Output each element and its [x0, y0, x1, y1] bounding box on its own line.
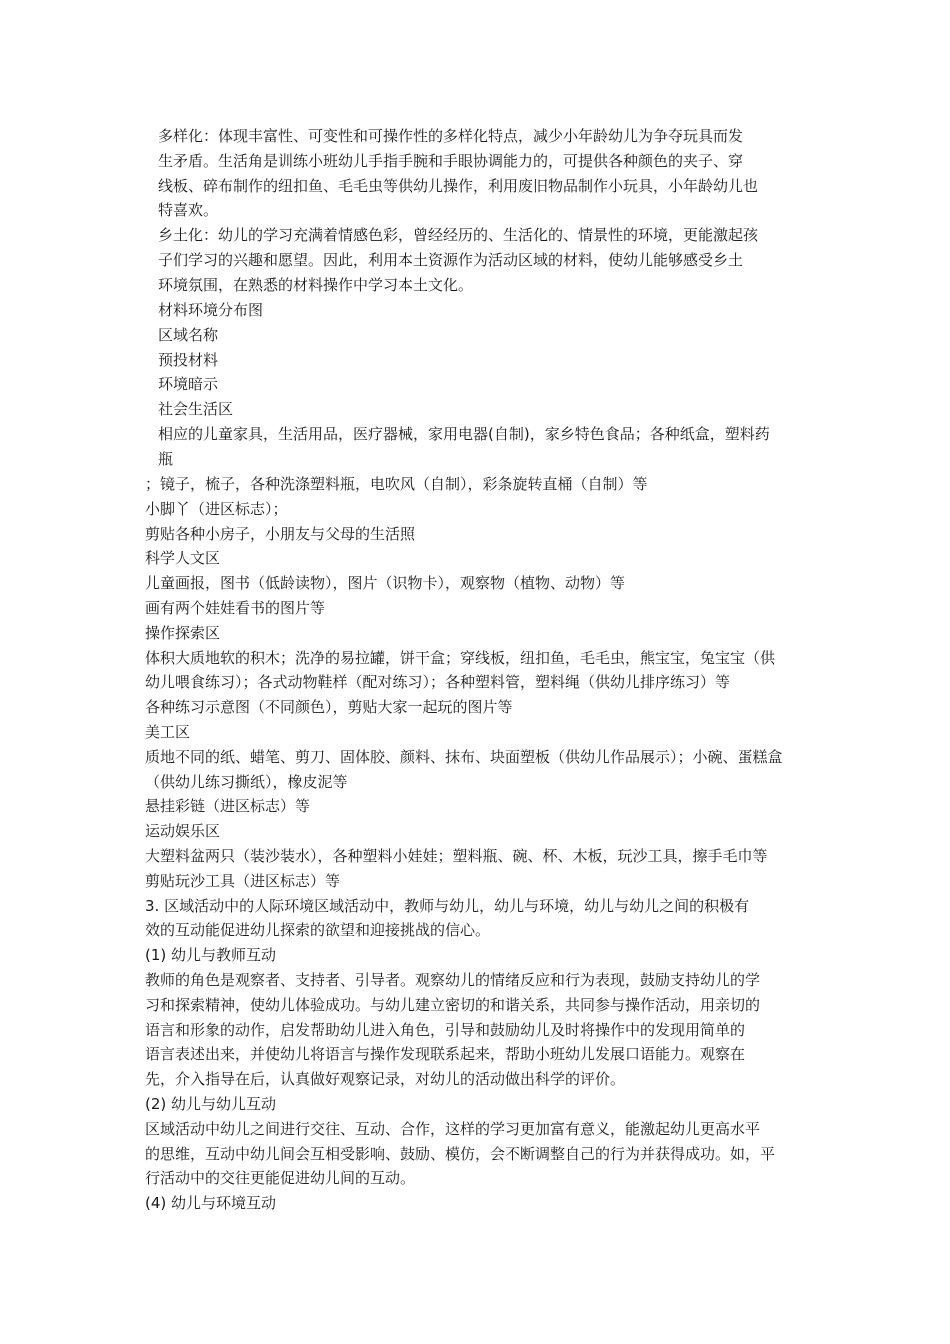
- paragraph-diversify: [158, 124, 818, 223]
- area-heading: 美工区: [145, 722, 191, 741]
- section-heading: 3. 区域活动中的人际环境区域活动中，教师与幼儿，幼儿与环境，幼儿与幼儿之间的积极有: [145, 896, 750, 915]
- text-line: 幼儿喂食练习）；各式动物鞋样（配对练习）；各种塑料管，塑料绳（供幼儿排序练习）等: [145, 673, 731, 692]
- subsection-heading: (1) 幼儿与教师互动: [145, 946, 277, 965]
- text-line: 线板、碎布制作的纽扣鱼、毛毛虫等供幼儿操作，利用废旧物品制作小玩具，小年龄幼儿也: [158, 176, 759, 195]
- text-line: 语言表述出来，并使幼儿将语言与操作发现联系起来，帮助小班幼儿发展口语能力。观察在: [145, 1045, 746, 1064]
- flow-text: [145, 472, 820, 1216]
- text-line: 体积大质地软的积木；洗净的易拉罐，饼干盒；穿线板，纽扣鱼，毛毛虫，熊宝宝，兔宝宝（供: [145, 648, 776, 667]
- text-line: 习和探索精神，使幼儿体验成功。与幼儿建立密切的和谐关系，共同参与操作活动，用亲切的: [145, 995, 761, 1014]
- text-line: 区域活动中幼儿之间进行交往、互动、合作，这样的学习更加富有意义，能激起幼儿更高水平: [145, 1119, 761, 1138]
- table-title: 材料环境分布图: [158, 301, 264, 319]
- header-area-name: 区域名称: [158, 325, 219, 344]
- text-line: （供幼儿练习撕纸），橡皮泥等: [145, 772, 348, 791]
- text-line: 效的互动能促进幼儿探索的欲望和迎接挑战的信心。: [145, 921, 491, 940]
- text-line: 子们学习的兴趣和愿望。因此，利用本土资源作为活动区域的材料，使幼儿能够感受乡土: [158, 250, 744, 269]
- text-line: 小脚丫（进区标志）；: [145, 499, 288, 518]
- text-line: 大塑料盆两只（装沙装水），各种塑料小娃娃；塑料瓶、碗、杯、木板，玩沙工具，擦手毛巾等: [145, 846, 768, 865]
- paragraph-local: [158, 223, 818, 297]
- text-line: 剪贴玩沙工具（进区标志）等: [145, 871, 341, 890]
- text-line: 剪贴各种小房子，小朋友与父母的生活照: [145, 524, 416, 543]
- text-line: ；镜子，梳子，各种洗涤塑料瓶，电吹风（自制），彩条旋转直桶（自制）等: [145, 475, 648, 493]
- text-line: 各种练习示意图（不同颜色），剪贴大家一起玩的图片等: [145, 698, 513, 717]
- material-table-section: [158, 298, 818, 472]
- text-line: 教师的角色是观察者、支持者、引导者。观察幼儿的情绪反应和行为表现，鼓励支持幼儿的学: [145, 970, 761, 989]
- header-materials: 预投材料: [158, 350, 219, 369]
- text-line: 语言和形象的动作，启发帮助幼儿进入角色，引导和鼓励幼儿及时将操作中的发现用简单的: [145, 1020, 746, 1039]
- header-environment-hint: 环境暗示: [158, 375, 219, 394]
- area-heading: 科学人文区: [145, 549, 221, 568]
- text-line: 多样化：体现丰富性、可变性和可操作性的多样化特点，减少小年龄幼儿为争夺玩具而发: [158, 127, 744, 145]
- text-line: 画有两个娃娃看书的图片等: [145, 598, 326, 617]
- text-line: 特喜欢。: [158, 201, 219, 220]
- text-line: 质地不同的纸、蜡笔、剪刀、固体胶、颜料、抹布、块面塑板（供幼儿作品展示）；小碗、蛋糕盒: [145, 747, 783, 766]
- area-heading: 操作探索区: [145, 623, 221, 642]
- text-line: 环境氛围，在熟悉的材料操作中学习本土文化。: [158, 275, 474, 294]
- text-line: 悬挂彩链（进区标志）等: [145, 797, 311, 816]
- subsection-heading: (2) 幼儿与幼儿互动: [145, 1094, 277, 1113]
- text-line: 的思维，互动中幼儿间会互相受影响、鼓励、模仿，会不断调整自己的行为并获得成功。如，平: [145, 1144, 776, 1163]
- text-line: 生矛盾。生活角是训练小班幼儿手指手腕和手眼协调能力的，可提供各种颜色的夹子、穿: [158, 151, 744, 170]
- social-materials-line: 瓶: [158, 449, 174, 468]
- area-heading: 运动娱乐区: [145, 822, 221, 841]
- area-social-life: 社会生活区: [158, 400, 234, 419]
- text-line: 行活动中的交往更能促进幼儿间的互动。: [145, 1169, 416, 1188]
- subsection-heading: (4) 幼儿与环境互动: [145, 1194, 277, 1213]
- text-line: 乡土化：幼儿的学习充满着情感色彩，曾经经历的、生活化的、情景性的环境，更能激起孩: [158, 226, 759, 244]
- text-line: 先，介入指导在后，认真做好观察记录，对幼儿的活动做出科学的评价。: [145, 1070, 626, 1089]
- social-materials-line: 相应的儿童家具，生活用品，医疗器械，家用电器(自制)，家乡特色食品；各种纸盒，塑料药: [158, 424, 770, 443]
- text-line: 儿童画报，图书（低龄读物），图片（识物卡），观察物（植物、动物）等: [145, 574, 626, 593]
